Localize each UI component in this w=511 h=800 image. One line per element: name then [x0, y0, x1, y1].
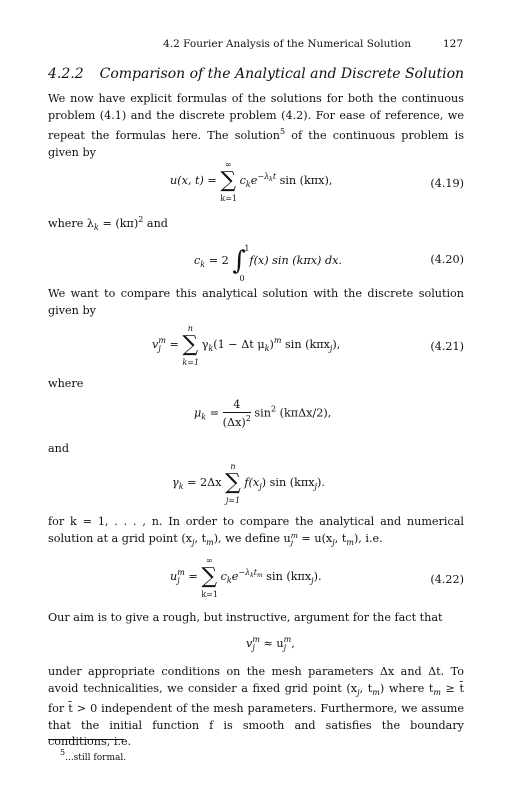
- eq-term: ≈ u: [259, 637, 284, 650]
- sum-symbol: ∞ ∑ k=1: [201, 556, 218, 599]
- section-number: 4.2.2: [48, 66, 84, 82]
- eq-sup: 2: [270, 404, 277, 414]
- eq-exp: −λ: [238, 568, 251, 577]
- eq-sub: j: [177, 576, 180, 585]
- eq-term: ).: [313, 570, 322, 583]
- eq-term: sin (kπx: [281, 338, 330, 351]
- eq-sub: k: [94, 223, 99, 232]
- eq-equals: = 2Δx: [183, 476, 222, 489]
- equation-4-21: [48, 324, 464, 370]
- section-heading: [48, 66, 464, 82]
- eq-sub: m: [372, 687, 380, 697]
- eq-rest: sin (kπx),: [276, 174, 333, 187]
- sum-symbol: ∞ ∑ k=1: [220, 160, 237, 203]
- paragraph-and: and: [48, 442, 70, 455]
- fraction-denominator: (Δx): [222, 416, 246, 429]
- eq-sup: 2: [245, 414, 251, 423]
- paragraph-text: = u(x: [297, 531, 333, 545]
- page-number: 127: [442, 38, 463, 50]
- paragraph-text: ) where t: [379, 681, 434, 695]
- footnote-mark: 5: [60, 748, 66, 757]
- sum-lower: k=1: [201, 590, 218, 599]
- eq-term: (kπΔx/2),: [276, 406, 332, 420]
- sum-upper: ∞: [224, 160, 232, 169]
- paragraph-aim: Our aim is to give a rough, but instructive, argument for the fact that: [48, 611, 443, 624]
- integral-upper: 1: [244, 244, 250, 253]
- eq-term: ): [269, 338, 274, 351]
- eq-equals: = 2: [205, 254, 229, 267]
- paragraph-where-lambda: [48, 212, 464, 237]
- paragraph-intro: [48, 91, 464, 161]
- eq-sub: j: [252, 643, 255, 652]
- eq-term: γ: [201, 338, 209, 351]
- eq-sub: m: [206, 537, 214, 547]
- eq-term: ),: [332, 338, 341, 351]
- paragraph-text: ≥ t̄ for t̄ > 0 independent of the mesh parameters. Furthermore, we assume that the initial function f is smooth and satisfies the boundary conditions, i.e.: [48, 681, 465, 749]
- eq-exp-sub: m: [257, 572, 263, 579]
- eq-term: f(x: [244, 476, 260, 489]
- eq-sub: k: [264, 344, 270, 353]
- paragraph-where: where: [48, 377, 84, 390]
- eq-term: ,: [291, 637, 295, 650]
- eq-equals: =: [184, 570, 202, 583]
- paragraph-text: , t: [359, 681, 373, 695]
- eq-sub: m: [346, 537, 354, 547]
- paragraph-text: We now have explicit formulas of the solutions for both the continuous problem (4.1) and the discrete problem (4.2). For ease of reference, we repeat the formulas here. The solution: [48, 92, 464, 143]
- eq-sup: m: [273, 336, 282, 345]
- equation-number: (4.20): [430, 253, 464, 266]
- eq-sub: k: [208, 344, 214, 353]
- eq-sup: 2: [138, 215, 144, 224]
- paragraph-compare: We want to compare this analytical solution with the discrete solution given by: [48, 287, 464, 317]
- eq-lhs: u(x, t) =: [170, 174, 221, 187]
- eq-sub: j: [357, 687, 360, 697]
- eq-exp-t: t: [253, 568, 257, 577]
- equation-approx: v m j ≈ u m j ,: [246, 635, 295, 652]
- eq-sup: m: [252, 635, 260, 644]
- fraction-numerator: 4: [223, 398, 251, 413]
- eq-lhs: γ: [172, 476, 179, 489]
- eq-term: ) sin (kπx: [261, 476, 315, 489]
- eq-term: c: [220, 570, 227, 583]
- eq-sup: m: [158, 336, 166, 345]
- sum-symbol: n ∑ k=1: [182, 324, 200, 367]
- paragraph-text: of the continuous problem is given by: [48, 129, 464, 159]
- eq-term: sin (kπx: [262, 570, 312, 583]
- paragraph-text: where λ: [48, 217, 95, 230]
- section-title: Comparison of the Analytical and Discrete Solution: [99, 66, 465, 82]
- sum-lower: k=1: [182, 358, 200, 367]
- paragraph-text: , t: [194, 531, 207, 545]
- sum-upper: n: [230, 462, 236, 471]
- fraction: [223, 398, 251, 429]
- eq-lhs: v: [152, 338, 159, 351]
- eq-sub: k: [245, 180, 251, 189]
- footnote-ref: 5: [279, 127, 286, 137]
- integral-lower: 0: [239, 274, 245, 283]
- equation-mu: [48, 396, 464, 436]
- eq-sub: k: [200, 260, 206, 269]
- eq-exp-sub: k: [269, 176, 273, 183]
- paragraph-grid-point: for k = 1, . . . , n. In order to compare the analytical and numerical solution at a grid point ($x_j$, $t_m$), we define u m j = $u(x_j$, $t_m$), i.e.: [48, 515, 464, 547]
- header-section-title: 4.2 Fourier Analysis of the Numerical Solution: [163, 38, 411, 50]
- equation-number: (4.22): [430, 573, 464, 586]
- footnote-text: ...still formal.: [65, 753, 127, 763]
- equation-number: (4.21): [430, 340, 464, 353]
- paragraph-text: under appropriate conditions on the mesh parameters Δx and Δt. To avoid technicalities, we consider a fixed grid point (x: [48, 665, 464, 695]
- eq-sup: m: [177, 568, 185, 577]
- eq-sub: k: [178, 482, 184, 491]
- paragraph-text: and: [143, 217, 168, 230]
- eq-sub: j: [192, 537, 195, 547]
- eq-sub: k: [226, 576, 232, 585]
- eq-lhs: c: [194, 254, 201, 267]
- equation-4-22: u m j = ∞ ∑ k=1 $c_ke^{-\lambda_kt_m}$ sin (kπx$_j$). (4.22): [170, 556, 464, 599]
- equation-4-20: [48, 240, 464, 283]
- eq-sub: j: [259, 482, 262, 491]
- eq-sub: j: [314, 482, 317, 491]
- eq-rest: f(x) sin (kπx) dx.: [249, 254, 342, 267]
- eq-lhs: μ: [194, 406, 202, 420]
- eq-exp-t: t: [272, 172, 277, 181]
- equation-number: (4.19): [430, 177, 464, 190]
- eq-sub: j: [158, 344, 161, 353]
- eq-sub: m: [433, 687, 441, 697]
- eq-sub: j: [311, 576, 314, 585]
- paragraph-text: ), we define u: [213, 531, 291, 545]
- equation-gamma: [48, 462, 464, 508]
- eq-sup: m: [283, 635, 292, 644]
- footnote-rule: [48, 739, 124, 740]
- eq-equals: =: [165, 338, 183, 351]
- sum-upper: n: [187, 324, 193, 333]
- eq-equals: =: [206, 406, 223, 420]
- integral-symbol: 1 ∫ 0: [232, 244, 250, 283]
- eq-term: (1 − Δt μ: [213, 338, 265, 351]
- sum-lower: k=1: [220, 194, 237, 203]
- eq-lhs: u: [170, 570, 178, 583]
- paragraph-text: , t: [334, 531, 347, 545]
- eq-sub: k: [201, 412, 207, 422]
- eq-term: sin: [254, 406, 271, 420]
- eq-sub: j: [329, 344, 333, 353]
- equation-4-19: u(x, t) = ∞ ∑ k=1 $c_ke^{-\lambda_kt}$ sin (kπx), (4.19): [170, 160, 464, 203]
- eq-sub: j: [283, 643, 287, 652]
- sum-symbol: n ∑ j=1: [225, 462, 241, 505]
- paragraph-conditions: [48, 664, 464, 751]
- eq-term: c: [239, 174, 246, 187]
- eq-exp: −λ: [257, 172, 270, 181]
- sum-lower: j=1: [225, 496, 241, 505]
- eq-sub: j: [332, 537, 335, 547]
- eq-term: ).: [317, 476, 325, 489]
- eq-exp-sub: k: [250, 572, 254, 579]
- paragraph-text: = (kπ): [98, 217, 139, 230]
- footnote: [60, 748, 126, 763]
- paragraph-text: ), i.e.: [353, 531, 383, 545]
- sum-upper: ∞: [205, 556, 213, 565]
- paragraph-text: for k = 1, . . . , n. In order to compare the analytical and numerical solution at a grid point (x: [48, 515, 464, 545]
